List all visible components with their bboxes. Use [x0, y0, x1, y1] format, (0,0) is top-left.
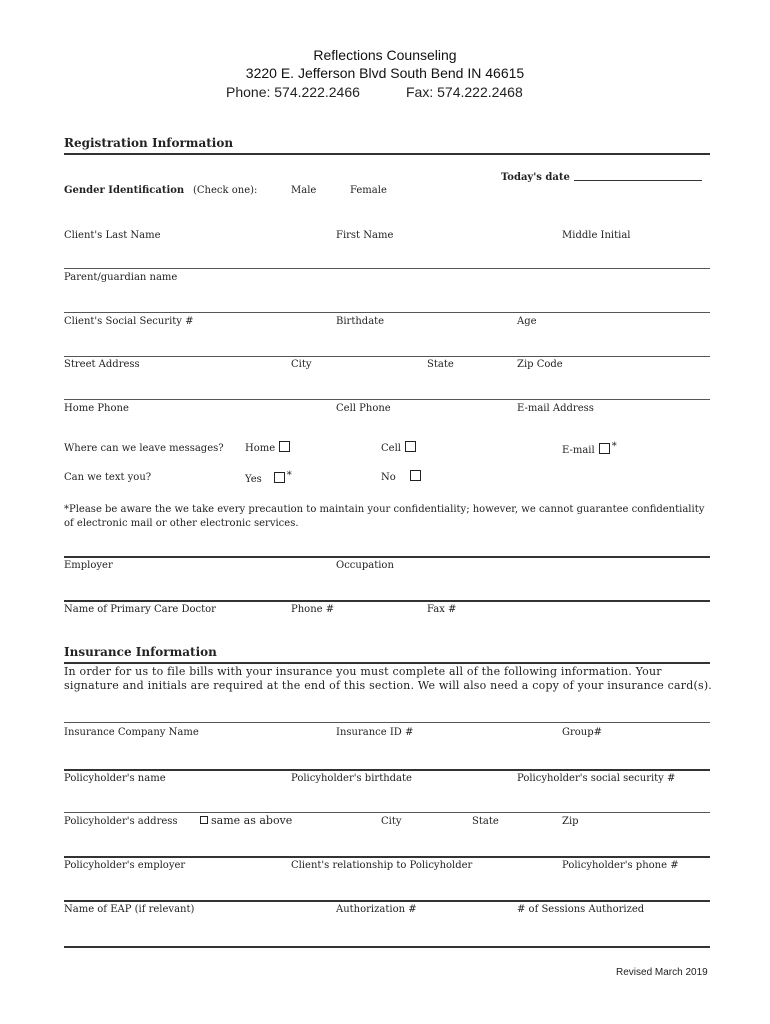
policyholder-phone-label: Policyholder's phone #	[562, 860, 679, 871]
message-cell-checkbox[interactable]	[405, 441, 416, 452]
todays-date-blank[interactable]	[574, 180, 702, 181]
insurance-title: Insurance Information	[64, 645, 217, 659]
policyholder-name-label: Policyholder's name	[64, 773, 166, 784]
text-yes-label: Yes	[245, 474, 262, 485]
gender-label: Gender Identification	[64, 185, 185, 196]
home-phone-label: Home Phone	[64, 403, 129, 414]
check-one-label: (Check one):	[193, 185, 258, 196]
text-question: Can we text you?	[64, 472, 152, 483]
field-line	[64, 312, 710, 313]
revision-note: Revised March 2019	[616, 967, 708, 978]
gender-option-male[interactable]: Male	[291, 185, 317, 196]
field-line	[64, 722, 710, 723]
cell-phone-label: Cell Phone	[336, 403, 391, 414]
todays-date-field[interactable]	[501, 172, 702, 183]
group-label: Group#	[562, 727, 603, 738]
field-line	[64, 946, 710, 948]
insurance-intro: In order for us to file bills with your insurance you must complete all of the following information. Your signature and initials are required at the end of this section. We will also need a copy of your insurance card(s).	[64, 665, 713, 692]
text-no-label: No	[381, 472, 396, 483]
email-asterisk: *	[611, 441, 617, 452]
zip-code-label: Zip Code	[517, 359, 563, 370]
policyholder-birthdate-label: Policyholder's birthdate	[291, 773, 412, 784]
section-divider	[64, 662, 710, 664]
last-name-label: Client's Last Name	[64, 230, 161, 241]
ph-state-label: State	[472, 816, 499, 827]
org-name: Reflections Counseling	[313, 47, 457, 63]
pcp-phone-label: Phone #	[291, 604, 335, 615]
policyholder-address-label: Policyholder's address	[64, 816, 178, 827]
todays-date-label: Today's date	[501, 172, 570, 183]
ph-zip-label: Zip	[562, 816, 579, 827]
insurance-company-label: Insurance Company Name	[64, 727, 199, 738]
first-name-label: First Name	[336, 230, 394, 241]
text-yes-option[interactable]	[245, 470, 292, 485]
message-email-label: E-mail	[562, 445, 595, 456]
org-address: 3220 E. Jefferson Blvd South Bend IN 46615	[245, 65, 525, 81]
message-cell-option[interactable]	[381, 441, 416, 454]
field-line	[64, 556, 710, 558]
middle-initial-label: Middle Initial	[562, 230, 631, 241]
field-line	[64, 900, 710, 902]
text-no-checkbox[interactable]	[410, 470, 421, 481]
yes-asterisk: *	[286, 470, 292, 481]
field-line	[64, 356, 710, 357]
parent-guardian-label: Parent/guardian name	[64, 272, 178, 283]
birthdate-label: Birthdate	[336, 316, 385, 327]
field-line	[64, 600, 710, 602]
ph-city-label: City	[381, 816, 402, 827]
org-phone: Phone: 574.222.2466	[226, 84, 360, 100]
pcp-fax-label: Fax #	[427, 604, 457, 615]
field-line	[64, 268, 710, 269]
occupation-label: Occupation	[336, 560, 394, 571]
message-email-checkbox[interactable]	[599, 443, 610, 454]
insurance-id-label: Insurance ID #	[336, 727, 414, 738]
confidentiality-notice: *Please be aware the we take every precaution to maintain your confidentiality; however, we cannot guarantee confidentiality of electronic mail or other electronic services.	[64, 504, 705, 529]
pcp-label: Name of Primary Care Doctor	[64, 604, 216, 615]
message-cell-label: Cell	[381, 443, 401, 454]
authorization-label: Authorization #	[336, 904, 417, 915]
sessions-label: # of Sessions Authorized	[517, 904, 645, 915]
same-as-above-option[interactable]	[200, 814, 292, 827]
field-line	[64, 769, 710, 771]
section-divider	[64, 153, 710, 155]
state-label: State	[427, 359, 454, 370]
org-fax: Fax: 574.222.2468	[406, 84, 523, 100]
same-as-above-checkbox[interactable]	[200, 816, 208, 824]
gender-option-female[interactable]: Female	[350, 185, 387, 196]
text-yes-checkbox[interactable]	[274, 472, 285, 483]
message-home-option[interactable]	[245, 441, 290, 454]
street-address-label: Street Address	[64, 359, 140, 370]
field-line	[64, 399, 710, 400]
field-line	[64, 812, 710, 813]
age-label: Age	[517, 316, 537, 327]
ssn-label: Client's Social Security #	[64, 316, 194, 327]
message-home-checkbox[interactable]	[279, 441, 290, 452]
eap-label: Name of EAP (if relevant)	[64, 904, 195, 915]
city-label: City	[291, 359, 312, 370]
email-address-label: E-mail Address	[517, 403, 594, 414]
text-no-option[interactable]	[381, 470, 421, 483]
message-email-option[interactable]	[562, 441, 617, 456]
registration-title: Registration Information	[64, 136, 234, 150]
messages-question: Where can we leave messages?	[64, 443, 224, 454]
employer-label: Employer	[64, 560, 113, 571]
relationship-label: Client's relationship to Policyholder	[291, 860, 473, 871]
same-as-above-label: same as above	[211, 814, 293, 827]
policyholder-employer-label: Policyholder's employer	[64, 860, 186, 871]
message-home-label: Home	[245, 443, 276, 454]
policyholder-ssn-label: Policyholder's social security #	[517, 773, 676, 784]
field-line	[64, 856, 710, 858]
